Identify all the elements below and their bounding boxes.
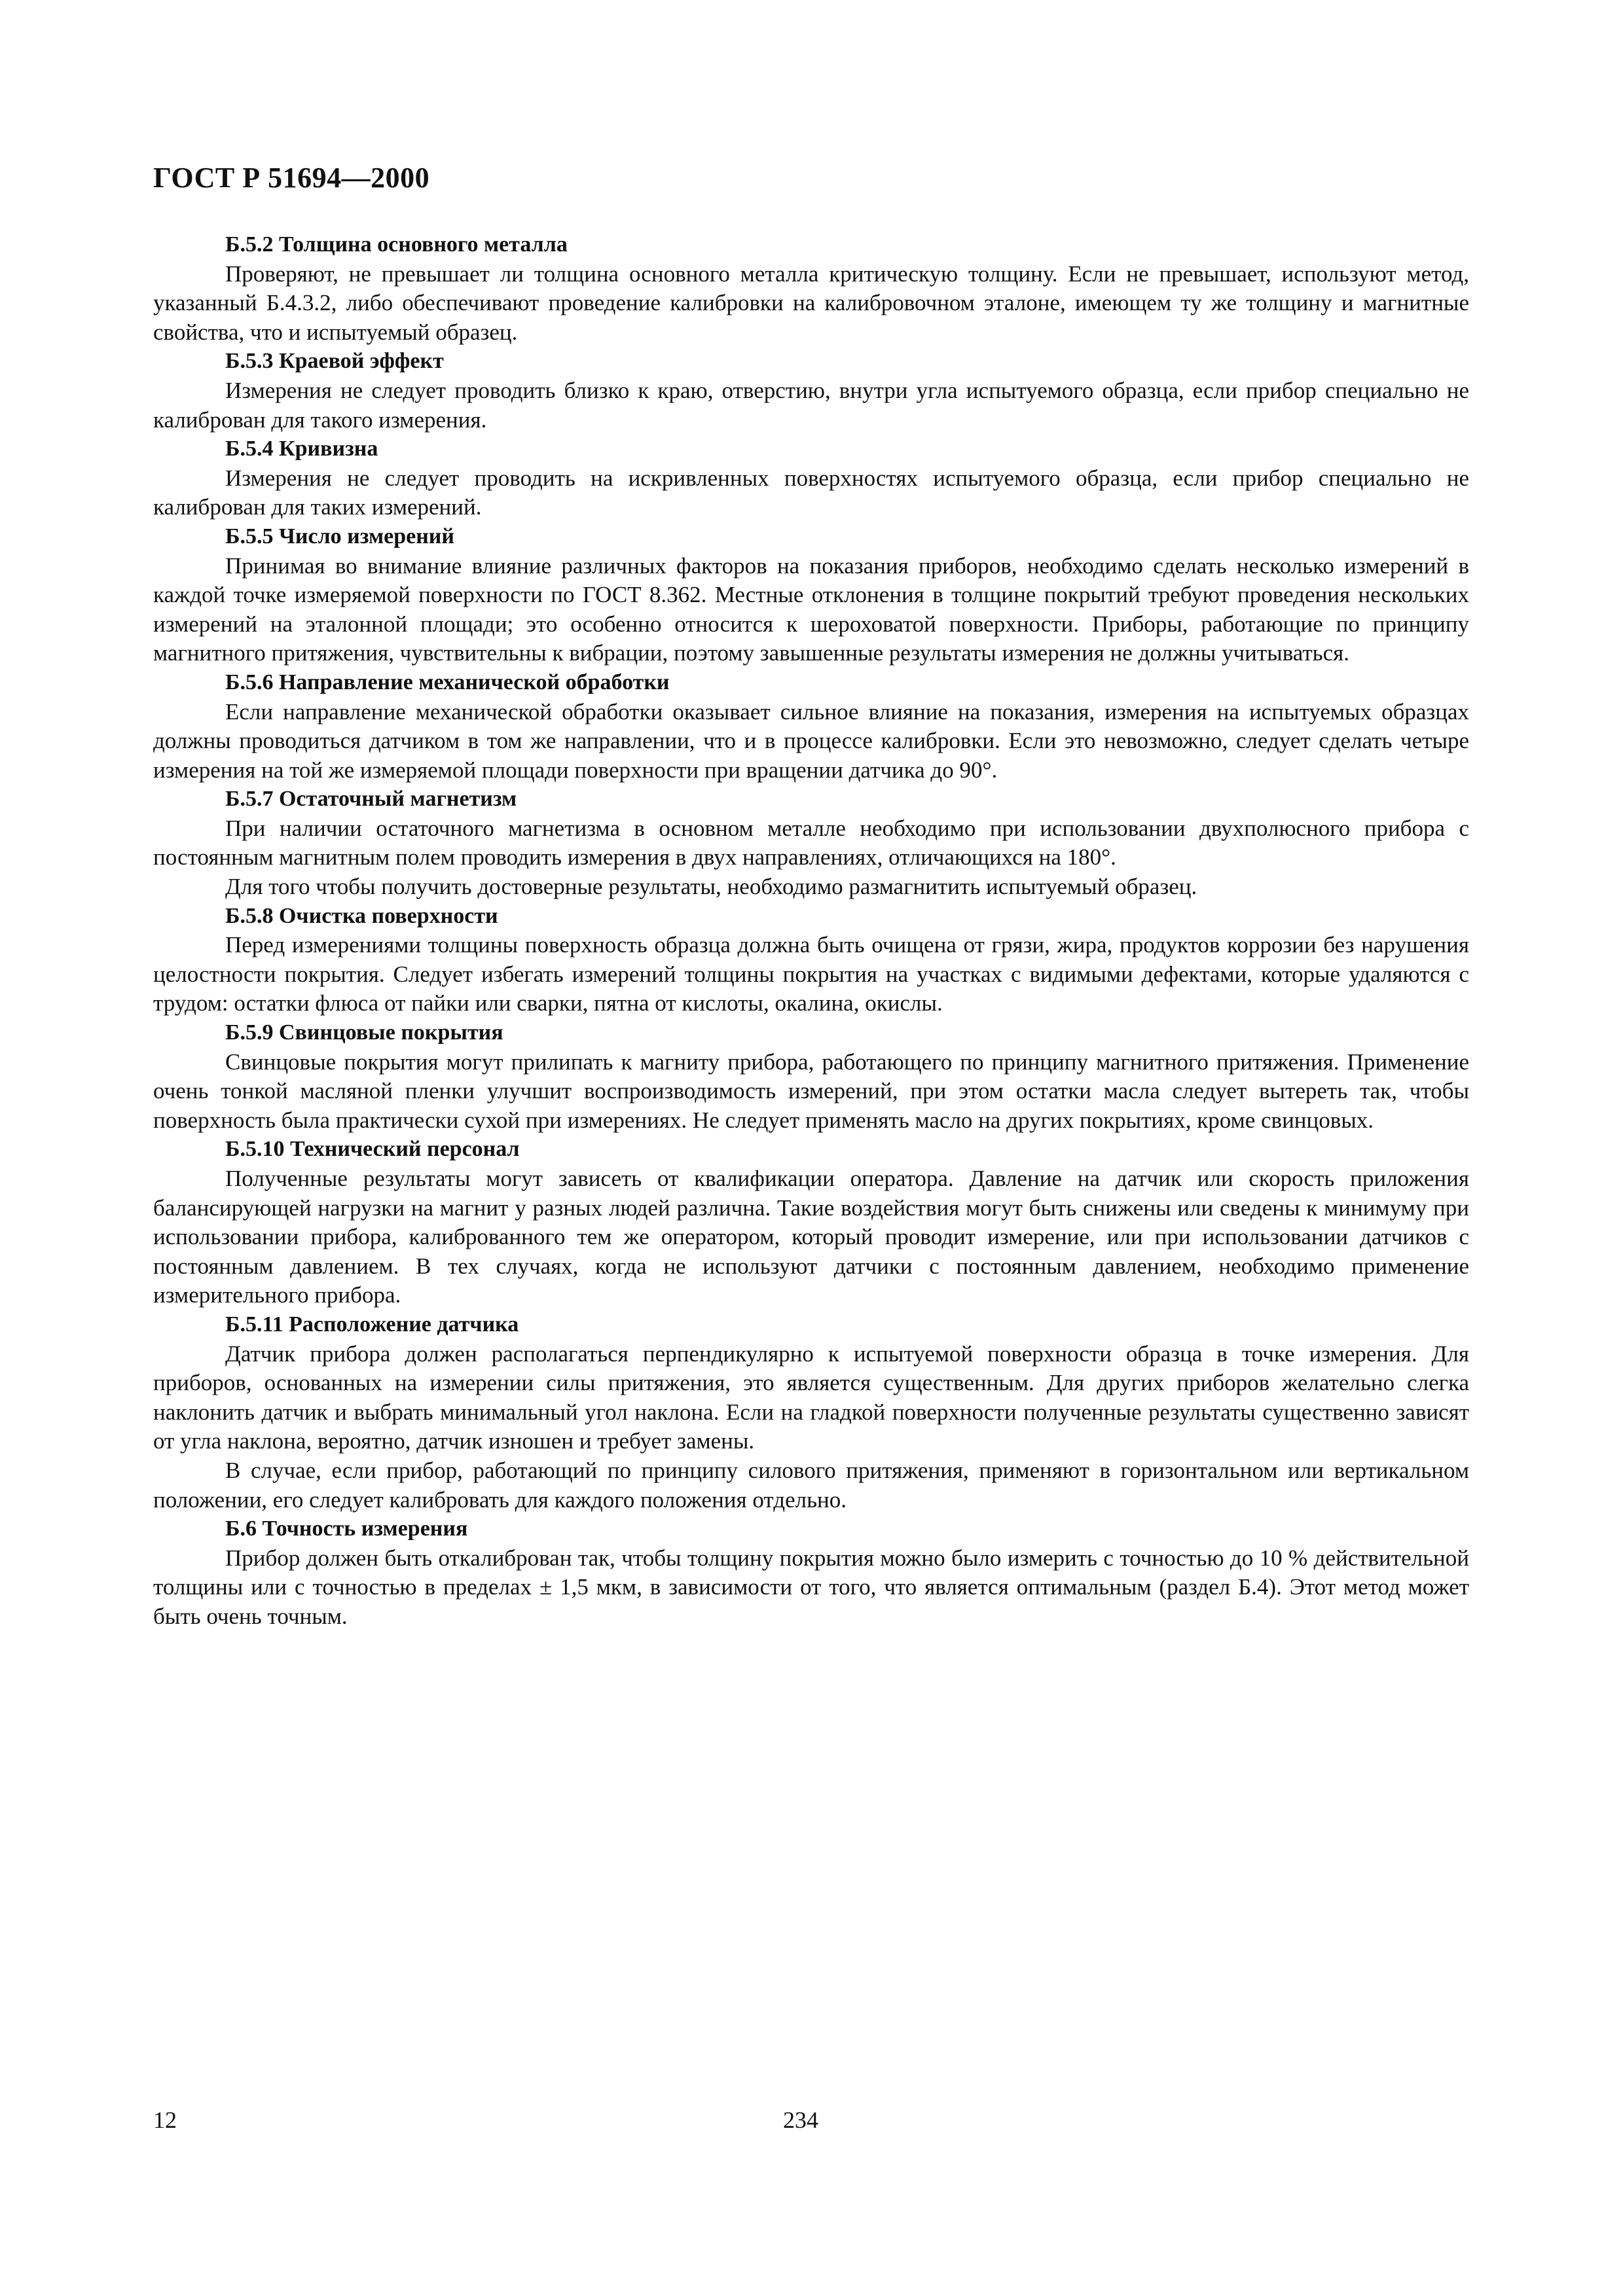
- document-standard-id: ГОСТ Р 51694—2000: [153, 162, 430, 194]
- section-paragraph: Измерения не следует проводить близко к краю, отверстию, внутри угла испытуемого образца, если прибор специально не калиброван для такого измерения.: [153, 377, 1469, 433]
- section-heading: Б.5.9 Свинцовые покрытия: [225, 1020, 503, 1045]
- section-heading: Б.5.5 Число измерений: [225, 524, 454, 548]
- section-heading: Б.6 Точность измерения: [225, 1516, 468, 1541]
- section-b-6: [153, 1515, 1469, 1631]
- section-paragraph: Полученные результаты могут зависеть от квалификации оператора. Давление на датчик или скорость приложения балансирующей нагрузки на магнит у разных людей различна. Такие воздействия могут быть снижены или сведены к минимуму при использовании прибора, калиброванного тем же оператором, который проводит измерение, или при использовании датчиков с постоянным давлением. В тех случаях, когда не используют датчики с постоянным давлением, необходимо применение измерительного прибора.: [153, 1166, 1469, 1308]
- section-heading: Б.5.4 Кривизна: [225, 437, 378, 461]
- section-b-5-8: [153, 902, 1469, 1018]
- section-paragraph: Датчик прибора должен располагаться перпендикулярно к испытуемой поверхности образца в точке измерения. Для приборов, основанных на измерении силы притяжения, это является существенным. Для других приборов желательно слегка наклонить датчик и выбрать минимальный угол наклона. Если на гладкой поверхности полученные результаты существенно зависят от угла наклона, вероятно, датчик изношен и требует замены.: [153, 1340, 1469, 1454]
- section-heading: Б.5.10 Технический персонал: [225, 1137, 520, 1162]
- section-paragraph: Принимая во внимание влияние различных факторов на показания приборов, необходимо сделать несколько измерений в каждой точке измеряемой поверхности по ГОСТ 8.362. Местные отклонения в толщине покрытий требуют проведения нескольких измерений на эталонной площади; это особенно относится к шероховатой поверхности. Приборы, работающие по принципу магнитного притяжения, чувствительны к вибрации, поэтому завышенные результаты измерения не должны учитываться.: [153, 552, 1469, 666]
- section-heading: Б.5.7 Остаточный магнетизм: [225, 787, 517, 812]
- section-b-5-6: [153, 668, 1469, 785]
- section-paragraph: Свинцовые покрытия могут прилипать к магниту прибора, работающего по принципу магнитного притяжения. Применение очень тонкой масляной пленки улучшит воспроизводимость измерений, при этом остатки масла следует вытереть так, чтобы поверхность была практически сухой при измерениях. Не следует применять масло на других покрытиях, кроме свинцовых.: [153, 1049, 1469, 1133]
- section-b-5-3: [153, 347, 1469, 435]
- section-b-5-7: [153, 785, 1469, 901]
- section-heading: Б.5.6 Направление механической обработки: [225, 670, 670, 694]
- section-heading: Б.5.8 Очистка поверхности: [225, 903, 498, 928]
- section-b-5-10: [153, 1135, 1469, 1310]
- section-paragraph: В случае, если прибор, работающий по принципу силового притяжения, применяют в горизонтальном или вертикальном положении, его следует калибровать для каждого положения отдельно.: [153, 1457, 1469, 1513]
- section-b-5-4: [153, 435, 1469, 522]
- section-b-5-5: [153, 522, 1469, 668]
- section-paragraph: При наличии остаточного магнетизма в основном металле необходимо при использовании двухполюсного прибора с постоянным магнитным полем проводить измерения в двух направлениях, отличающихся на 180°.: [153, 815, 1469, 870]
- page-number: 12: [153, 2107, 177, 2133]
- section-b-5-11: [153, 1310, 1469, 1515]
- section-heading: Б.5.3 Краевой эффект: [225, 349, 444, 374]
- section-paragraph: Проверяют, не превышает ли толщина основного металла критическую толщину. Если не превышает, используют метод, указанный Б.4.3.2, либо обеспечивают проведение калибровки на калибровочном эталоне, имеющем ту же толщину и магнитные свойства, что и испытуемый образец.: [153, 260, 1469, 345]
- section-paragraph: Прибор должен быть откалиброван так, чтобы толщину покрытия можно было измерить с точностью до 10 % действительной толщины или с точностью в пределах ± 1,5 мкм, в зависимости от того, что является оптимальным (раздел Б.4). Этот метод может быть очень точным.: [153, 1545, 1469, 1629]
- section-b-5-2: [153, 230, 1469, 347]
- sheet-number: 234: [783, 2107, 818, 2133]
- section-paragraph: Измерения не следует проводить на искривленных поверхностях испытуемого образца, если прибор специально не калиброван для таких измерений.: [153, 465, 1469, 520]
- document-body: [153, 230, 1469, 1632]
- section-heading: Б.5.11 Расположение датчика: [225, 1312, 519, 1336]
- section-paragraph: Для того чтобы получить достоверные результаты, необходимо размагнитить испытуемый образец.: [225, 874, 1197, 900]
- section-heading: Б.5.2 Толщина основного металла: [225, 232, 568, 257]
- section-paragraph: Перед измерениями толщины поверхность образца должна быть очищена от грязи, жира, продуктов коррозии без нарушения целостности покрытия. Следует избегать измерений толщины покрытия на участках с видимыми дефектами, которые удаляются с трудом: остатки флюса от пайки или сварки, пятна от кислоты, окалина, окислы.: [153, 932, 1469, 1016]
- section-paragraph: Если направление механической обработки оказывает сильное влияние на показания, измерения на испытуемых образцах должны проводиться датчиком в том же направлении, что и в процессе калибровки. Если это невозможно, следует сделать четыре измерения на той же измеряемой площади поверхности при вращении датчика до 90°.: [153, 698, 1469, 783]
- section-b-5-9: [153, 1018, 1469, 1135]
